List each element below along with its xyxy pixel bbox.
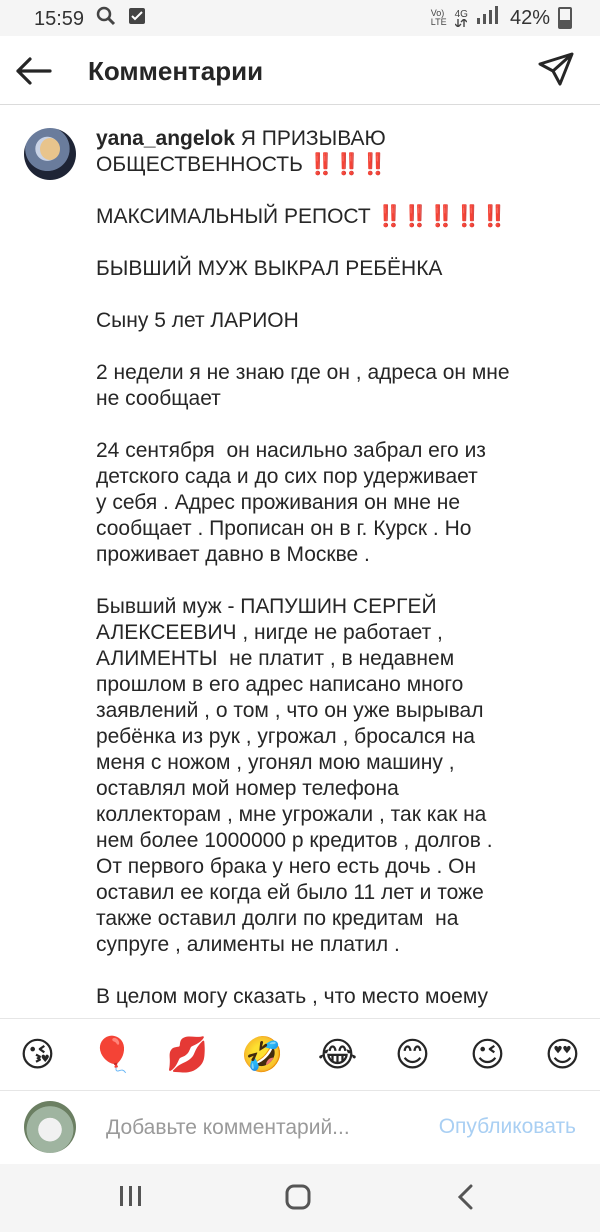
- comment-text: Я ПРИЗЫВАЮ ОБЩЕСТВЕННОСТЬ ‼️‼️‼️ МАКСИМАЛЬНЫЙ РЕПОСТ ‼️‼️‼️‼️‼️ БЫВШИЙ МУЖ ВЫКРАЛ РЕБЁНКА Сыну 5 лет ЛАРИОН 2 недели я не знаю где он , адреса он мне не сообщает 24 сентября он насильно забрал его из детского сада и до сих пор удерживает у себя . Адрес проживания он мне не сообщает . Прописан он в г. Курск . Но проживает давно в Москве . Бывший муж - ПАПУШИН СЕРГЕЙ АЛЕКСЕЕВИЧ , нигде не работает , АЛИМЕНТЫ не платит , в недавнем прошлом в его адрес написано много заявлений , о том , что он уже вырывал ребёнка из рук , угрожал , бросался на меня с ножом , угонял мою машину , оставлял мой номер телефона коллекторам , мне угрожали , так как на нем более 1000000 р кредитов , долгов . От первого брака у него есть дочь . Он оставил ее когда ей было 11 лет и тоже также оставил долги по кредитам на супруге , алименты не платил . В целом могу сказать , что место моему: [96, 127, 510, 1008]
- battery-icon: [558, 7, 572, 29]
- status-time: 15:59: [34, 7, 85, 30]
- balloon-emoji-button[interactable]: 🎈: [91, 1036, 134, 1074]
- back-nav-button[interactable]: [456, 1184, 476, 1215]
- heart-eyes-emoji-button[interactable]: 😍: [544, 1036, 581, 1074]
- wink-emoji-button[interactable]: 😉: [469, 1036, 506, 1074]
- page-title: Комментарии: [88, 56, 264, 86]
- emoji-bar: [0, 1018, 600, 1091]
- lips-emoji-button[interactable]: 💋: [166, 1036, 209, 1074]
- comment-input[interactable]: [104, 1109, 408, 1147]
- rofl-emoji-button[interactable]: 🤣: [241, 1036, 284, 1074]
- battery-percent: 42%: [509, 6, 550, 29]
- status-bar: [0, 0, 600, 36]
- back-arrow-icon: [14, 54, 54, 88]
- my-avatar: [24, 1101, 76, 1153]
- tears-of-joy-emoji-button[interactable]: 😂: [317, 1036, 358, 1074]
- network-indicator: 4G: [455, 10, 468, 27]
- volte-indicator: Vo) LTE: [430, 8, 447, 27]
- system-nav-bar: [0, 1164, 600, 1232]
- comment-body: [96, 126, 556, 1010]
- search-icon: [96, 6, 116, 32]
- header: [0, 36, 600, 105]
- paper-plane-icon: [536, 50, 576, 90]
- comment-username[interactable]: yana_angelok: [96, 127, 235, 150]
- signal-icon: [476, 6, 502, 30]
- recent-apps-button[interactable]: [118, 1184, 144, 1213]
- comment: [0, 104, 600, 1018]
- home-icon: [284, 1184, 312, 1210]
- post-button[interactable]: Опубликовать: [438, 1115, 576, 1138]
- home-button[interactable]: [284, 1184, 312, 1215]
- comment-composer: [0, 1090, 600, 1165]
- avatar[interactable]: [24, 128, 76, 180]
- chevron-left-icon: [456, 1184, 476, 1210]
- recent-apps-icon: [118, 1184, 144, 1208]
- kiss-emoji-button[interactable]: 😘: [19, 1036, 56, 1074]
- back-button[interactable]: [14, 54, 54, 88]
- checkbox-notification-icon: [128, 7, 146, 31]
- smile-emoji-button[interactable]: 😊: [394, 1036, 431, 1074]
- share-button[interactable]: [536, 50, 576, 90]
